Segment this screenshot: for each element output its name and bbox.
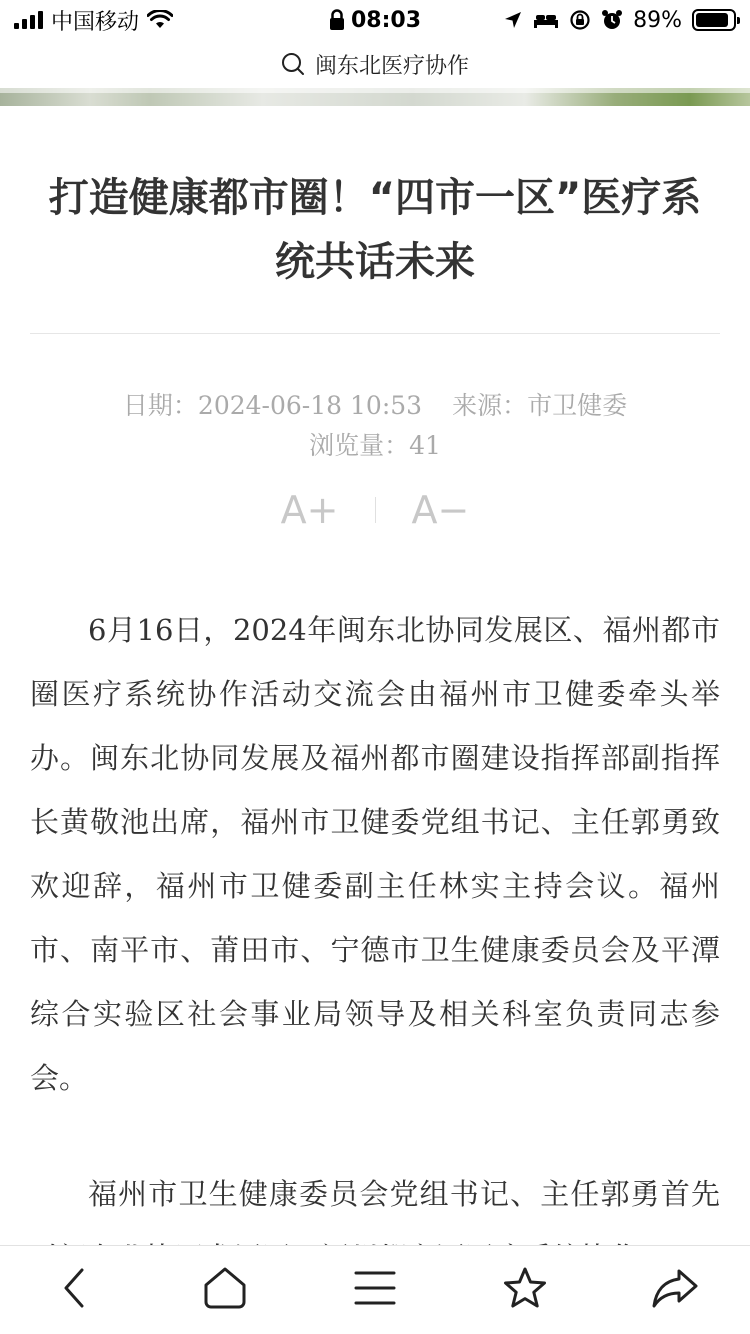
status-bar [0,0,750,40]
battery-icon [692,9,736,31]
font-increase-button[interactable]: A+ [280,488,339,532]
home-button[interactable] [185,1253,265,1323]
battery-level [696,13,728,27]
font-decrease-button[interactable]: A− [411,488,470,532]
article-meta [30,386,720,466]
location-icon [503,10,523,30]
article-body [30,598,720,1334]
paragraph: 福州市卫生健康委员会党组书记、主任郭勇首先 [88,1177,720,1211]
orientation-lock-icon [569,9,591,31]
views-label: 浏览量： [309,431,410,460]
menu-icon [353,1268,397,1308]
bed-icon [533,11,559,29]
font-size-controls [0,482,750,538]
views-value: 41 [409,431,441,460]
title-divider [30,333,720,334]
alarm-icon [601,9,623,31]
home-icon [202,1266,248,1310]
source-label: 来源： [452,391,528,420]
share-button[interactable] [635,1253,715,1323]
favorite-button[interactable] [485,1253,565,1323]
font-ctrl-divider [375,497,376,523]
clock: 08:03 [350,7,422,33]
source-value: 市卫健委 [527,391,628,420]
back-icon [55,1266,95,1310]
date-label: 日期： [122,391,198,420]
date-value: 2024-06-18 10:53 [197,391,423,420]
battery-percent: 89% [633,7,682,33]
search-icon [281,52,305,76]
star-icon [502,1266,548,1310]
site-header[interactable] [0,40,750,88]
share-icon [651,1266,699,1310]
lock-icon [329,9,345,31]
article-title: 打造健康都市圈！“四市一区”医疗系统共话未来 [48,175,702,285]
back-button[interactable] [35,1253,115,1323]
carrier-label: 中国移动 [51,9,140,35]
bottom-toolbar [0,1245,750,1334]
paragraph: 6月16日，2024年闽东北协同发展区、福州都市圈医疗系统协作活动交流会由福州市卫健委牵头举办。闽东北协同发展及福州都市圈建设指挥部副指挥长黄敬池出席，福州市卫健委党组书记、主任郭勇致欢迎辞，福州市卫健委副主任林实主持会议。福州市、南平市、莆田市、宁德市卫生健康委员会及平潭综合实验区社会事业局领导及相关科室负责同志参会。 [30,613,720,1095]
meta-line-1 [30,386,720,426]
meta-line-2 [30,426,720,466]
header-banner-image [0,88,750,106]
site-name: 闽东北医疗协作 [314,53,469,79]
menu-button[interactable] [335,1253,415,1323]
status-right [503,0,736,40]
